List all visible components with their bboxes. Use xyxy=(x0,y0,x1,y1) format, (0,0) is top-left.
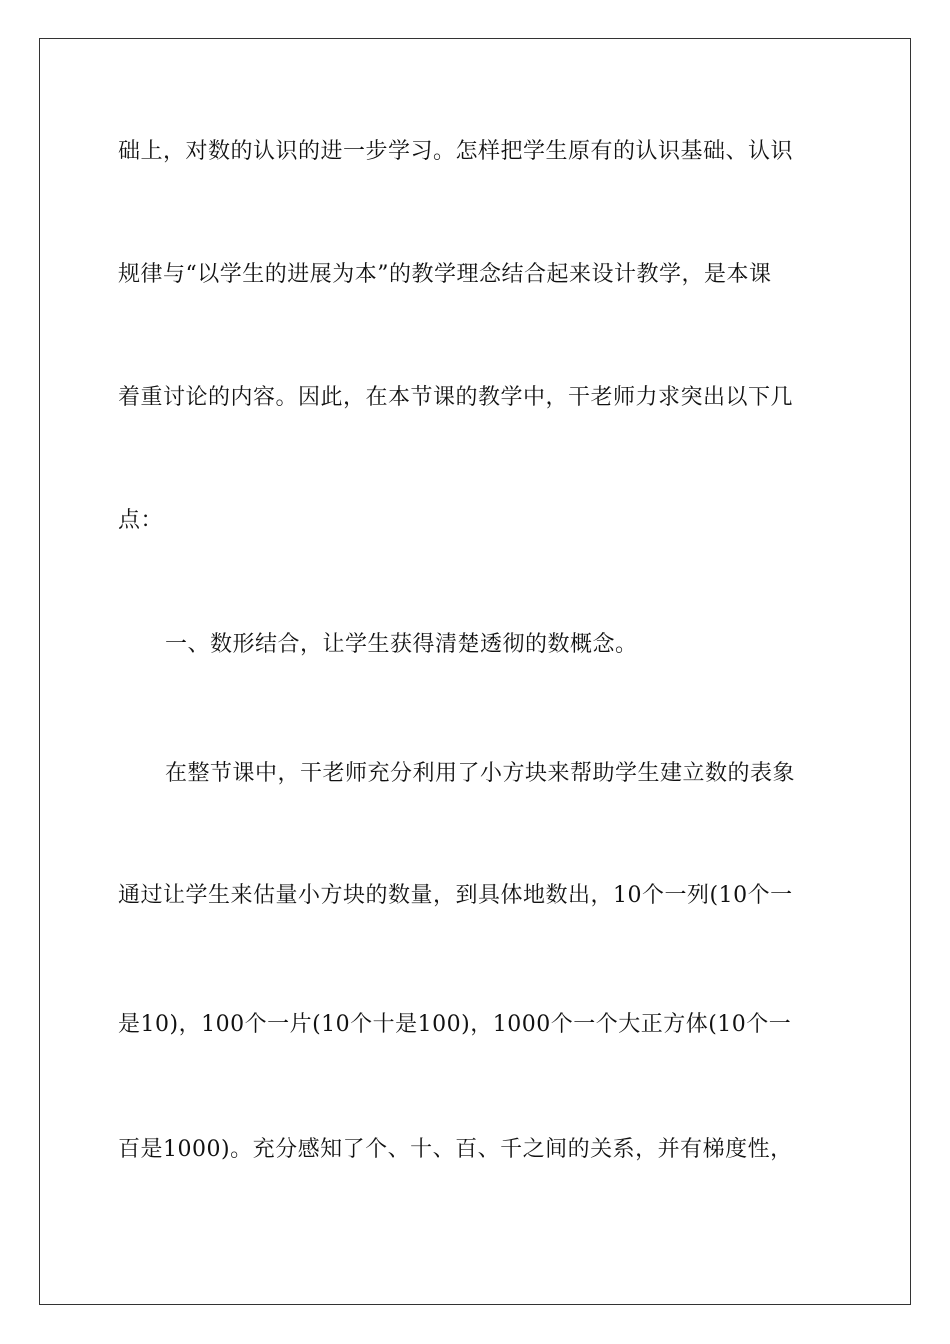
text-line-9: 百是1000)。充分感知了个、十、百、千之间的关系，并有梯度性， xyxy=(118,1137,793,1162)
text-line-7: 通过让学生来估量小方块的数量，到具体地数出，10个一列(10个一 xyxy=(118,883,793,908)
text-line-4: 点： xyxy=(118,508,164,533)
text-line-1: 础上，对数的认识的进一步学习。怎样把学生原有的认识基础、认识 xyxy=(118,139,794,164)
text-line-8: 是10)，100个一片(10个十是100)，1000个一个大正方体(10个一 xyxy=(118,1012,792,1037)
text-line-6: 在整节课中，干老师充分利用了小方块来帮助学生建立数的表象 xyxy=(165,761,796,786)
section-heading: 一、数形结合，让学生获得清楚透彻的数概念。 xyxy=(165,632,638,657)
page-border xyxy=(39,38,911,1305)
text-line-3: 着重讨论的内容。因此，在本节课的教学中，干老师力求突出以下几 xyxy=(118,385,794,410)
text-line-2: 规律与“以学生的进展为本”的教学理念结合起来设计教学，是本课 xyxy=(118,262,772,287)
